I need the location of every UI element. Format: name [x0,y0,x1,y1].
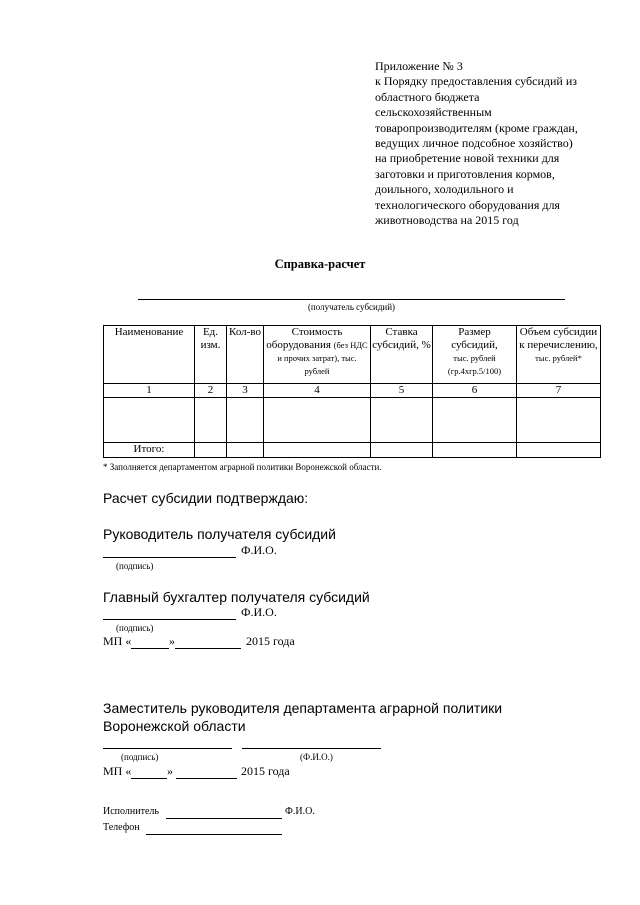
table-cell[interactable] [433,398,517,443]
page-title: Справка-расчет [274,257,366,271]
appendix-line: областного бюджета [375,89,480,104]
accountant-mp-prefix: МП « [103,634,132,648]
accountant-day-field[interactable] [131,648,169,649]
recipient-field-line[interactable] [138,299,565,300]
deputy-year: 2015 года [241,764,290,778]
table-cell[interactable] [371,443,433,458]
deputy-mp-prefix: МП « [103,764,132,778]
appendix-line: ведущих личное подсобное хозяйство) [375,136,573,151]
accountant-signature-line[interactable] [103,619,236,620]
appendix-line: доильного, холодильного и [375,182,514,197]
table-cell[interactable] [195,398,227,443]
deputy-fio-line[interactable] [242,748,381,749]
head-signature-line[interactable] [103,557,236,558]
col-number: 5 [371,384,433,398]
executor-label: Исполнитель [103,806,159,817]
head-fio: Ф.И.О. [241,543,277,557]
accountant-mp-mid: » [169,634,175,648]
appendix-line: на приобретение новой техники для [375,151,560,166]
deputy-title-line2: Воронежской области [103,718,246,734]
subsidy-table [103,325,601,458]
head-signature-caption: (подпись) [116,561,154,571]
deputy-signature-line[interactable] [103,748,232,749]
table-row [104,398,601,443]
deputy-title-line1: Заместитель руководителя департамента аграрной политики [103,700,503,716]
col-number: 6 [433,384,517,398]
table-cell[interactable] [227,398,264,443]
accountant-fio: Ф.И.О. [241,605,277,619]
header-rate: Ставка субсидий, % [371,326,433,384]
header-volume: Объем субсидии к перечислению, тыс. рублей* [517,326,601,384]
deputy-month-field[interactable] [176,778,237,779]
header-cost: Стоимость оборудования (без НДС и прочих затрат), тыс. рублей [264,326,371,384]
col-number: 1 [104,384,195,398]
accountant-signature-caption: (подпись) [116,623,154,633]
col-number: 7 [517,384,601,398]
table-cell[interactable] [264,443,371,458]
appendix-line: заготовки и приготовления кормов, [375,166,555,181]
appendix-line: товаропроизводителям (кроме граждан, [375,120,578,135]
table-cell[interactable] [104,398,195,443]
footnote: * Заполняется департаментом аграрной политики Воронежской области. [103,462,382,472]
head-title: Руководитель получателя субсидий [103,526,336,542]
recipient-caption: (получатель субсидий) [307,302,396,312]
table-cell[interactable] [371,398,433,443]
deputy-day-field[interactable] [131,778,167,779]
table-header-row [104,326,601,384]
appendix-line: технологического оборудования для [375,197,560,212]
table-cell[interactable] [517,398,601,443]
appendix-line: животноводства на 2015 год [375,213,519,228]
header-name: Наименование [104,326,195,384]
deputy-signature-caption: (подпись) [121,752,159,762]
header-quantity: Кол-во [227,326,264,384]
table-cell[interactable] [517,443,601,458]
appendix-line: к Порядку предоставления субсидий из [375,74,577,89]
total-label: Итого: [104,443,195,458]
phone-field[interactable] [146,834,282,835]
phone-label: Телефон [103,822,140,833]
table-cell[interactable] [433,443,517,458]
col-number: 4 [264,384,371,398]
col-number: 3 [227,384,264,398]
executor-fio: Ф.И.О. [285,806,315,817]
table-cell[interactable] [195,443,227,458]
col-number: 2 [195,384,227,398]
deputy-mp-mid: » [167,764,173,778]
table-total-row [104,443,601,458]
header-unit: Ед. изм. [195,326,227,384]
accountant-title: Главный бухгалтер получателя субсидий [103,589,370,605]
appendix-line: Приложение № 3 [375,59,463,73]
table-cell[interactable] [227,443,264,458]
confirm-heading: Расчет субсидии подтверждаю: [103,490,309,506]
executor-name-field[interactable] [166,818,282,819]
accountant-year: 2015 года [246,634,295,648]
table-cell[interactable] [264,398,371,443]
appendix-line: сельскохозяйственным [375,105,492,120]
appendix-block [375,59,611,228]
deputy-fio-caption: (Ф.И.О.) [300,752,333,762]
table-number-row [104,384,601,398]
header-size: Размер субсидий, тыс. рублей (гр.4хгр.5/100) [433,326,517,384]
accountant-month-field[interactable] [175,648,241,649]
